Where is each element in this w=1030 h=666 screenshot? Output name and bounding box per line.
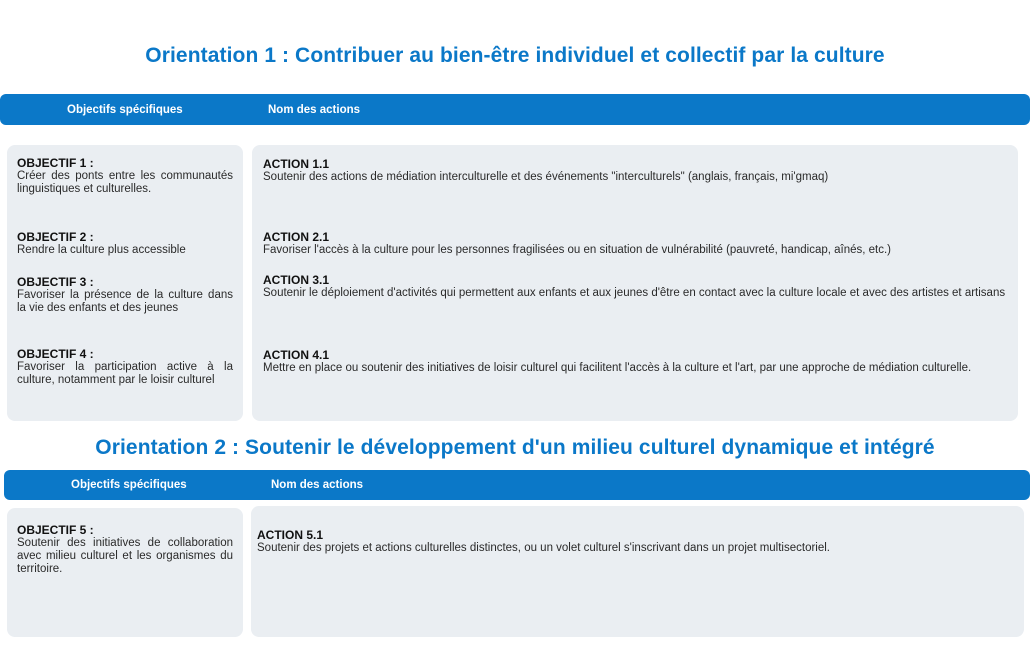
objectif-text: Rendre la culture plus accessible bbox=[17, 244, 186, 256]
action-3-1 bbox=[263, 274, 1007, 300]
header-actions: Nom des actions bbox=[271, 479, 364, 491]
header-objectifs: Objectifs spécifiques bbox=[71, 479, 187, 491]
objectif-text: Créer des ponts entre les communautés linguistiques et culturelles. bbox=[17, 170, 233, 195]
objectif-label: OBJECTIF 4 : bbox=[17, 347, 94, 361]
action-label: ACTION 1.1 bbox=[263, 157, 330, 171]
action-text: Favoriser l'accès à la culture pour les personnes fragilisées ou en situation de vulnérabilité (pauvreté, handicap, aînés, etc.) bbox=[263, 244, 892, 256]
action-label: ACTION 2.1 bbox=[263, 230, 330, 244]
objectif-label: OBJECTIF 5 : bbox=[17, 523, 94, 537]
action-text: Soutenir des projets et actions culturelles distinctes, ou un volet culturel s'inscrivant dans un projet multisectoriel. bbox=[257, 542, 831, 554]
action-text: Soutenir des actions de médiation interculturelle et des événements "interculturels" (anglais, français, mi'gmaq) bbox=[263, 171, 829, 183]
table-header-orientation-2 bbox=[4, 470, 1030, 500]
action-5-1 bbox=[257, 529, 1013, 555]
actions-panel-2 bbox=[251, 506, 1024, 637]
header-objectifs: Objectifs spécifiques bbox=[67, 103, 183, 116]
objectif-5 bbox=[17, 524, 233, 576]
objectif-text: Soutenir des initiatives de collaboration avec milieu culturel et les organismes du territoire. bbox=[17, 537, 233, 575]
objectif-2 bbox=[17, 231, 233, 257]
action-text: Soutenir le déploiement d'activités qui permettent aux enfants et aux jeunes d'être en contact avec la culture locale et avec des artistes et artisans bbox=[263, 287, 1006, 299]
action-label: ACTION 3.1 bbox=[263, 273, 330, 287]
header-actions: Nom des actions bbox=[268, 103, 361, 116]
action-2-1 bbox=[263, 231, 1007, 257]
table-header-orientation-1 bbox=[0, 94, 1030, 125]
orientation-1-title: Orientation 1 : Contribuer au bien-être individuel et collectif par la culture bbox=[145, 44, 885, 67]
orientation-2-title: Orientation 2 : Soutenir le développement d'un milieu culturel dynamique et intégré bbox=[95, 436, 935, 459]
action-label: ACTION 5.1 bbox=[257, 528, 324, 542]
objectif-label: OBJECTIF 1 : bbox=[17, 156, 94, 170]
objectif-4 bbox=[17, 348, 233, 387]
objectif-1 bbox=[17, 157, 233, 196]
action-label: ACTION 4.1 bbox=[263, 348, 330, 362]
objectif-label: OBJECTIF 3 : bbox=[17, 275, 94, 289]
action-1-1 bbox=[263, 158, 1007, 184]
objectif-label: OBJECTIF 2 : bbox=[17, 230, 94, 244]
objectif-text: Favoriser la présence de la culture dans la vie des enfants et des jeunes bbox=[17, 289, 233, 314]
action-4-1 bbox=[263, 349, 1007, 375]
objectif-text: Favoriser la participation active à la culture, notamment par le loisir culturel bbox=[17, 361, 233, 386]
objectif-3 bbox=[17, 276, 233, 315]
action-text: Mettre en place ou soutenir des initiatives de loisir culturel qui facilitent l'accès à la culture et l'art, par une approche de médiation culturelle. bbox=[263, 362, 972, 374]
